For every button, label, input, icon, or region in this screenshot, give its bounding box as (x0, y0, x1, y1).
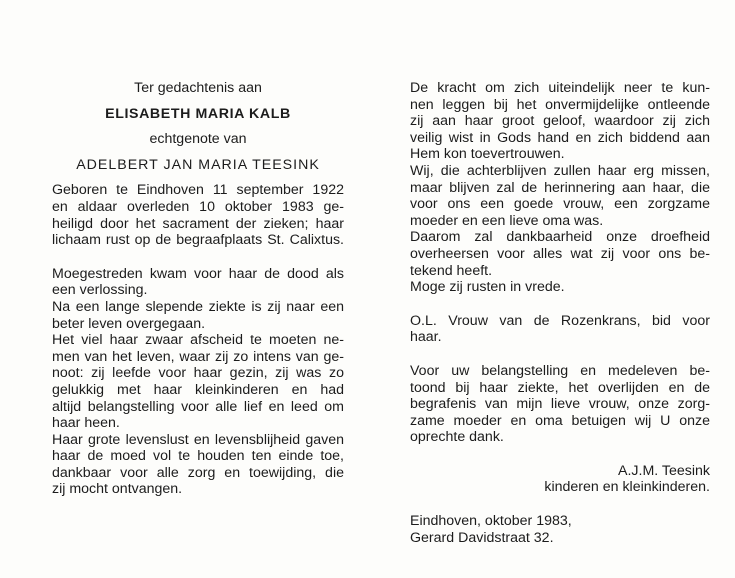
text-line: zij aan haar groot geloof, waardoor zij zich (410, 113, 710, 130)
text-line: zij mocht ontvangen. (52, 481, 183, 498)
illness-paragraph (52, 299, 344, 332)
text-line: toond bij haar ziekte, het overlijden en de (410, 379, 710, 396)
text-line: Voor uw belangstelling en medeleven be- (410, 362, 710, 379)
text-line: voor ons een goede vrouw, een zorgzame (410, 196, 710, 213)
text-line: overheersen voor alles wat zij voor ons be- (410, 245, 710, 262)
spouse-name: ADELBERT JAN MARIA TEESINK (76, 156, 320, 173)
text-line: haar de moed vol te houden ten einde toe, (52, 448, 344, 465)
text-line: een verlossing. (52, 282, 148, 299)
right-column (410, 80, 710, 546)
text-line: zame moeder en oma betuigen wij U onze (410, 412, 710, 429)
text-line: Geboren te Eindhoven 11 september 1922 (52, 182, 344, 199)
text-line: gelukkig met haar kleinkinderen en had (52, 381, 344, 398)
signature-name: A.J.M. Teesink (618, 462, 710, 479)
left-column (52, 80, 344, 498)
text-line: dankbaar voor alle zorg en toewijding, die (52, 464, 344, 481)
zest-paragraph (52, 432, 344, 498)
text-line: men van het leven, waar zij zo intens van ge- (52, 348, 344, 365)
text-line: moeder en een lieve oma was. (410, 212, 604, 229)
text-line: lichaam rust op de begraafplaats St. Calixtus. (52, 232, 344, 249)
text-line: haar heen. (52, 415, 120, 432)
text-line: Haar grote levenslust en levensblijheid gaven (52, 431, 344, 448)
birth-paragraph (52, 182, 344, 248)
text-line: heiligd door het sacrament der zieken; haar (52, 215, 344, 232)
place-date: Eindhoven, oktober 1983, (410, 513, 572, 530)
text-line: Na een lange slepende ziekte is zij naar een (52, 298, 344, 315)
address: Gerard Davidstraat 32. (410, 529, 554, 546)
text-line: O.L. Vrouw van de Rozenkrans, bid voor (410, 312, 710, 329)
spouse-intro: echtgenote van (149, 131, 247, 148)
rest-paragraph (410, 279, 710, 296)
text-line: haar. (410, 329, 442, 346)
text-line: begrafenis van mijn lieve vrouw, onze zorg- (410, 396, 710, 413)
text-line: Daarom zal dankbaarheid onze droefheid (410, 229, 710, 246)
remembrance-paragraph (410, 163, 710, 229)
text-line: noot: zij leefde voor haar gezin, zij was zo (52, 365, 344, 382)
text-line: en aldaar overleden 10 oktober 1983 ge- (52, 198, 344, 215)
gratitude-paragraph (410, 229, 710, 279)
text-line: nen leggen bij het onvermijdelijke ontleende (410, 96, 710, 113)
faith-paragraph (410, 80, 710, 163)
text-line: maar blijven zal de herinnering aan haar, die (410, 179, 710, 196)
text-line: Wij, die achterblijven zullen haar erg missen, (410, 162, 710, 179)
text-line: De kracht om zich uiteindelijk neer te kun- (410, 80, 710, 96)
text-line: Hem kon toevertrouwen. (410, 146, 565, 163)
thanks-paragraph (410, 363, 710, 446)
deceased-name: ELISABETH MARIA KALB (105, 105, 291, 122)
text-line: Moegestreden kwam voor haar de dood als (52, 265, 344, 282)
signature-family: kinderen en kleinkinderen. (544, 479, 710, 496)
farewell-paragraph (52, 332, 344, 432)
text-line: tekend heeft. (410, 262, 493, 279)
text-line: Het viel haar zwaar afscheid te moeten ne- (52, 332, 344, 349)
text-line: veilig wist in Gods hand en zich biddend aan (410, 129, 710, 146)
prayer-paragraph (410, 313, 710, 346)
text-line: Moge zij rusten in vrede. (410, 279, 565, 296)
header-intro: Ter gedachtenis aan (134, 80, 262, 96)
deliverance-paragraph (52, 266, 344, 299)
text-line: oprechte dank. (410, 429, 504, 446)
text-line: altijd belangstelling voor alle lief en leed om (52, 398, 344, 415)
text-line: beter leven overgegaan. (52, 315, 206, 332)
